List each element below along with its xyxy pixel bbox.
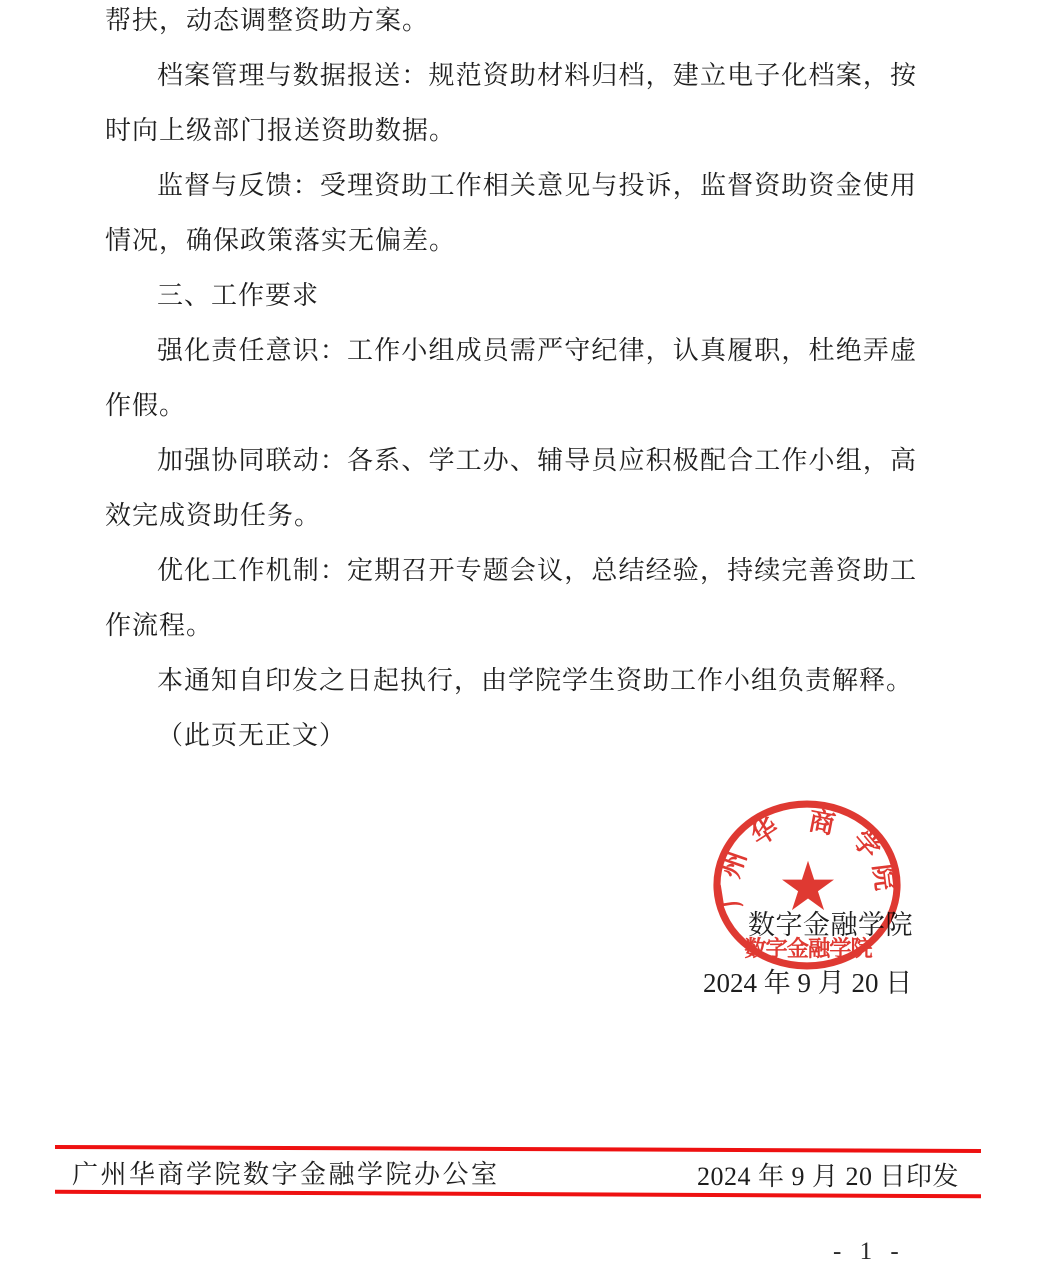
document-body (105, 0, 917, 763)
official-seal (709, 799, 905, 971)
signature-date: 2024 年 9 月 20 日 (703, 968, 913, 998)
footer-issuer: 广州华商学院数字金融学院办公室 (72, 1160, 500, 1189)
seal-arc-char: 州 (714, 846, 752, 882)
seal-star-icon (782, 861, 834, 910)
signer-name: 数字金融学院 (748, 910, 913, 940)
body-line: 作假。 (105, 391, 187, 420)
seal-arc-char: 华 (745, 811, 784, 852)
body-line: 档案管理与数据报送：规范资助材料归档，建立电子化档案，按 (157, 61, 917, 90)
body-line: 帮扶，动态调整资助方案。 (105, 6, 430, 35)
seal-arc-char: 商 (806, 805, 838, 840)
body-line: 情况，确保政策落实无偏差。 (105, 226, 457, 255)
body-line: 加强协同联动：各系、学工办、辅导员应积极配合工作小组，高 (157, 446, 917, 475)
page-number: - 1 - (833, 1238, 905, 1265)
body-line: 效完成资助任务。 (105, 501, 322, 530)
seal-arc-char: 学 (846, 824, 887, 864)
body-line: 时向上级部门报送资助数据。 (105, 116, 457, 145)
body-line: 本通知自印发之日起执行，由学院学生资助工作小组负责解释。 (157, 666, 914, 695)
seal-arc-char: 广 (713, 879, 747, 911)
body-line: 强化责任意识：工作小组成员需严守纪律，认真履职，杜绝弄虚 (157, 336, 917, 365)
body-line: （此页无正文） (157, 721, 347, 750)
body-line: 监督与反馈：受理资助工作相关意见与投诉，监督资助资金使用 (157, 171, 917, 200)
seal-arc-char: 院 (867, 862, 901, 893)
seal-bottom-text: 数字金融学院 (744, 935, 872, 961)
body-line: 作流程。 (105, 611, 214, 640)
footer-print-date: 2024 年 9 月 20 日印发 (697, 1162, 960, 1191)
body-line: 优化工作机制：定期召开专题会议，总结经验，持续完善资助工 (157, 556, 917, 585)
footer-rule-top (55, 1145, 981, 1153)
body-line: 三、工作要求 (157, 281, 320, 310)
